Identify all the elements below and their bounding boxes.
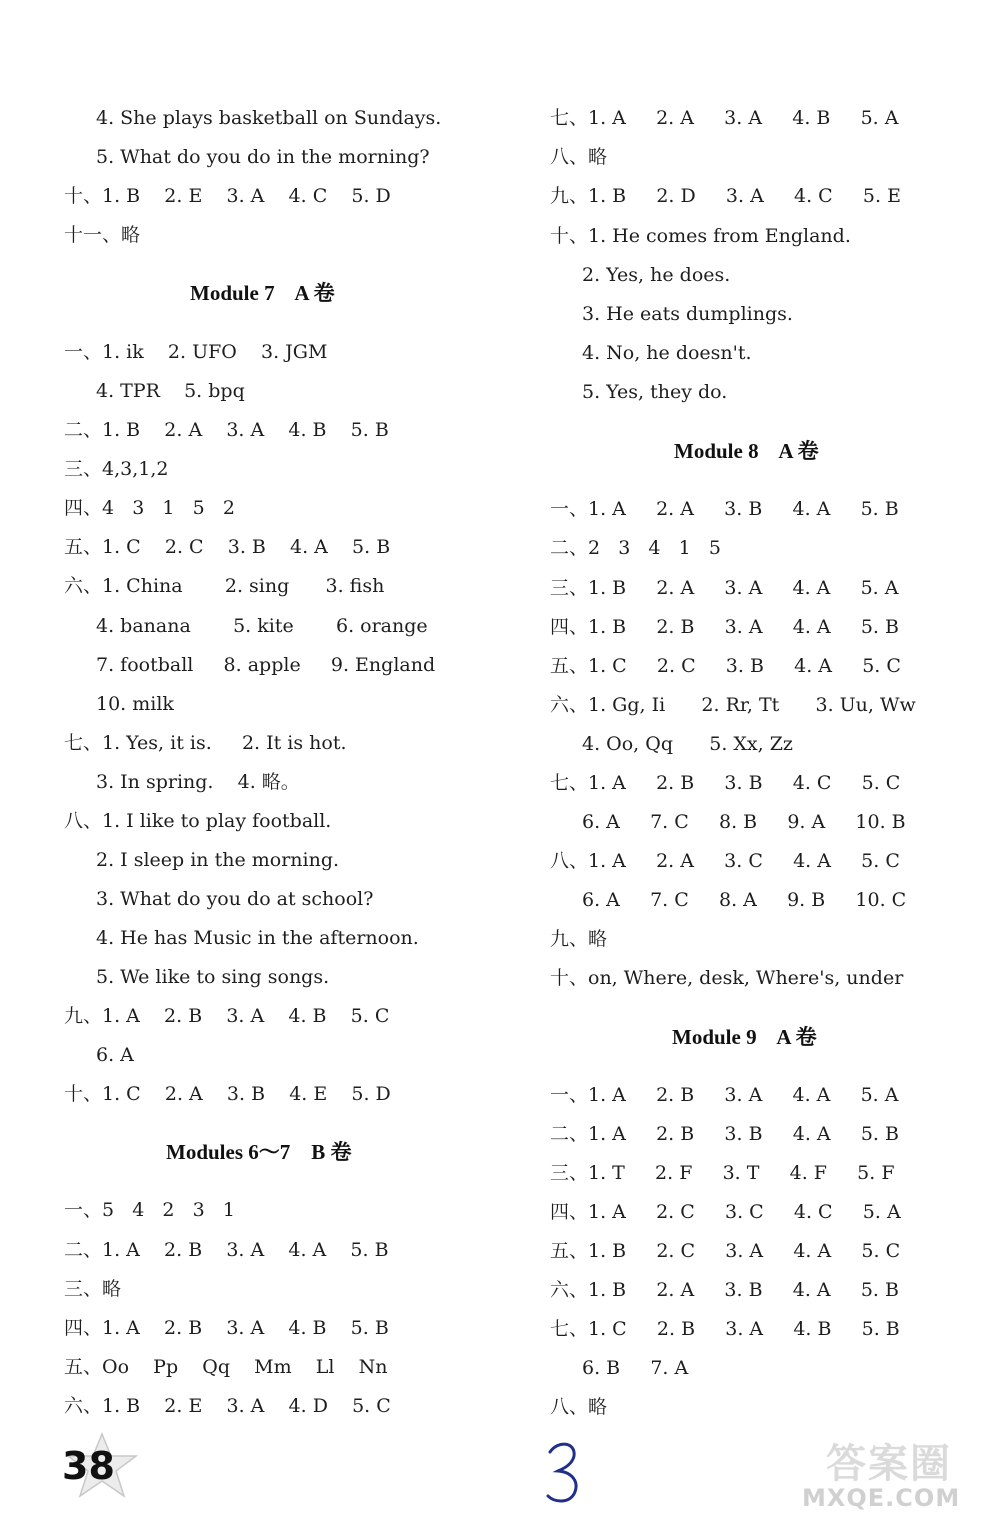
answer-line: 6. A 7. C 8. B 9. A 10. B <box>582 811 906 833</box>
answer-line: 2. I sleep in the morning. <box>96 849 340 871</box>
answer-line: 四、1. A 2. B 3. A 4. B 5. B <box>64 1317 389 1339</box>
answer-line: 八、1. I like to play football. <box>64 810 332 832</box>
answer-line: 七、1. A 2. B 3. B 4. C 5. C <box>550 772 901 794</box>
answer-line: 二、1. B 2. A 3. A 4. B 5. B <box>64 419 389 441</box>
answer-line: 六、1. B 2. A 3. B 4. A 5. B <box>550 1279 899 1301</box>
answer-line: 4. No, he doesn't. <box>582 342 752 364</box>
answer-line: 八、1. A 2. A 3. C 4. A 5. C <box>550 850 900 872</box>
answer-line: 3. He eats dumplings. <box>582 303 793 325</box>
answer-line: 一、1. A 2. A 3. B 4. A 5. B <box>550 498 899 520</box>
answer-line: 三、1. B 2. A 3. A 4. A 5. A <box>550 577 899 599</box>
answer-line: 六、1. B 2. E 3. A 4. D 5. C <box>64 1395 391 1417</box>
answer-line: 三、略 <box>64 1278 122 1300</box>
answer-line: 4. banana 5. kite 6. orange <box>96 615 428 637</box>
answer-line: 十一、略 <box>64 224 141 246</box>
answer-line: 二、1. A 2. B 3. A 4. A 5. B <box>64 1239 389 1261</box>
answer-line: 5. We like to sing songs. <box>96 966 330 988</box>
answer-line: 七、1. A 2. A 3. A 4. B 5. A <box>550 107 899 129</box>
answer-line: 6. A <box>96 1044 134 1066</box>
watermark-logo: 答案圈 <box>826 1441 952 1487</box>
section-heading: Module 7 A 卷 <box>190 281 335 305</box>
answer-line: 4. TPR 5. bpq <box>96 380 245 402</box>
answer-line: 五、1. B 2. C 3. A 4. A 5. C <box>550 1240 901 1262</box>
site-watermark <box>790 1432 990 1516</box>
answer-line: 4. She plays basketball on Sundays. <box>96 107 442 129</box>
answer-line: 四、1. B 2. B 3. A 4. A 5. B <box>550 616 899 638</box>
answer-line: 四、4 3 1 5 2 <box>64 497 235 519</box>
section-heading: Modules 6～7 B 卷 <box>166 1140 352 1164</box>
answer-line: 5. Yes, they do. <box>582 381 728 403</box>
answer-line: 七、1. C 2. B 3. A 4. B 5. B <box>550 1318 900 1340</box>
answer-line: 七、1. Yes, it is. 2. It is hot. <box>64 732 347 754</box>
answer-line: 7. football 8. apple 9. England <box>96 654 436 676</box>
answer-line: 五、1. C 2. C 3. B 4. A 5. C <box>550 655 901 677</box>
answer-line: 二、2 3 4 1 5 <box>550 537 721 559</box>
answer-line: 十、1. B 2. E 3. A 4. C 5. D <box>64 185 391 207</box>
answer-line: 6. A 7. C 8. A 9. B 10. C <box>582 889 907 911</box>
answer-line: 六、1. China 2. sing 3. fish <box>64 575 385 597</box>
answer-line: 三、4,3,1,2 <box>64 458 169 480</box>
answer-line: 10. milk <box>96 693 174 715</box>
answer-line: 一、1. A 2. B 3. A 4. A 5. A <box>550 1084 899 1106</box>
answer-line: 六、1. Gg, Ii 2. Rr, Tt 3. Uu, Ww <box>550 694 916 716</box>
watermark-domain: MXQE.COM <box>802 1484 961 1512</box>
answer-line: 3. In spring. 4. 略。 <box>96 771 300 793</box>
page-number: 38 <box>62 1444 115 1488</box>
answer-line: 十、1. He comes from England. <box>550 225 851 247</box>
answer-line: 九、1. A 2. B 3. A 4. B 5. C <box>64 1005 390 1027</box>
handwritten-three-mark <box>544 1438 584 1506</box>
answer-line: 2. Yes, he does. <box>582 264 731 286</box>
answer-line: 九、略 <box>550 928 608 950</box>
answer-line: 5. What do you do in the morning? <box>96 146 430 168</box>
answer-line: 五、1. C 2. C 3. B 4. A 5. B <box>64 536 391 558</box>
section-heading: Module 9 A 卷 <box>672 1025 817 1049</box>
answer-line: 十、1. C 2. A 3. B 4. E 5. D <box>64 1083 391 1105</box>
answer-line: 一、1. ik 2. UFO 3. JGM <box>64 341 328 363</box>
answer-line: 八、略 <box>550 1396 608 1418</box>
answer-line: 3. What do you do at school? <box>96 888 374 910</box>
answer-line: 四、1. A 2. C 3. C 4. C 5. A <box>550 1201 901 1223</box>
answer-line: 4. He has Music in the afternoon. <box>96 927 419 949</box>
answer-line: 五、Oo Pp Qq Mm Ll Nn <box>64 1356 388 1378</box>
answer-line: 6. B 7. A <box>582 1357 689 1379</box>
answer-line: 一、5 4 2 3 1 <box>64 1199 235 1221</box>
answer-line: 二、1. A 2. B 3. B 4. A 5. B <box>550 1123 899 1145</box>
answer-line: 4. Oo, Qq 5. Xx, Zz <box>582 733 793 755</box>
answer-line: 十、on, Where, desk, Where's, under <box>550 967 904 989</box>
page-number-badge <box>56 1436 154 1498</box>
answer-line: 三、1. T 2. F 3. T 4. F 5. F <box>550 1162 895 1184</box>
answer-line: 八、略 <box>550 146 608 168</box>
answer-line: 九、1. B 2. D 3. A 4. C 5. E <box>550 185 901 207</box>
section-heading: Module 8 A 卷 <box>674 439 819 463</box>
